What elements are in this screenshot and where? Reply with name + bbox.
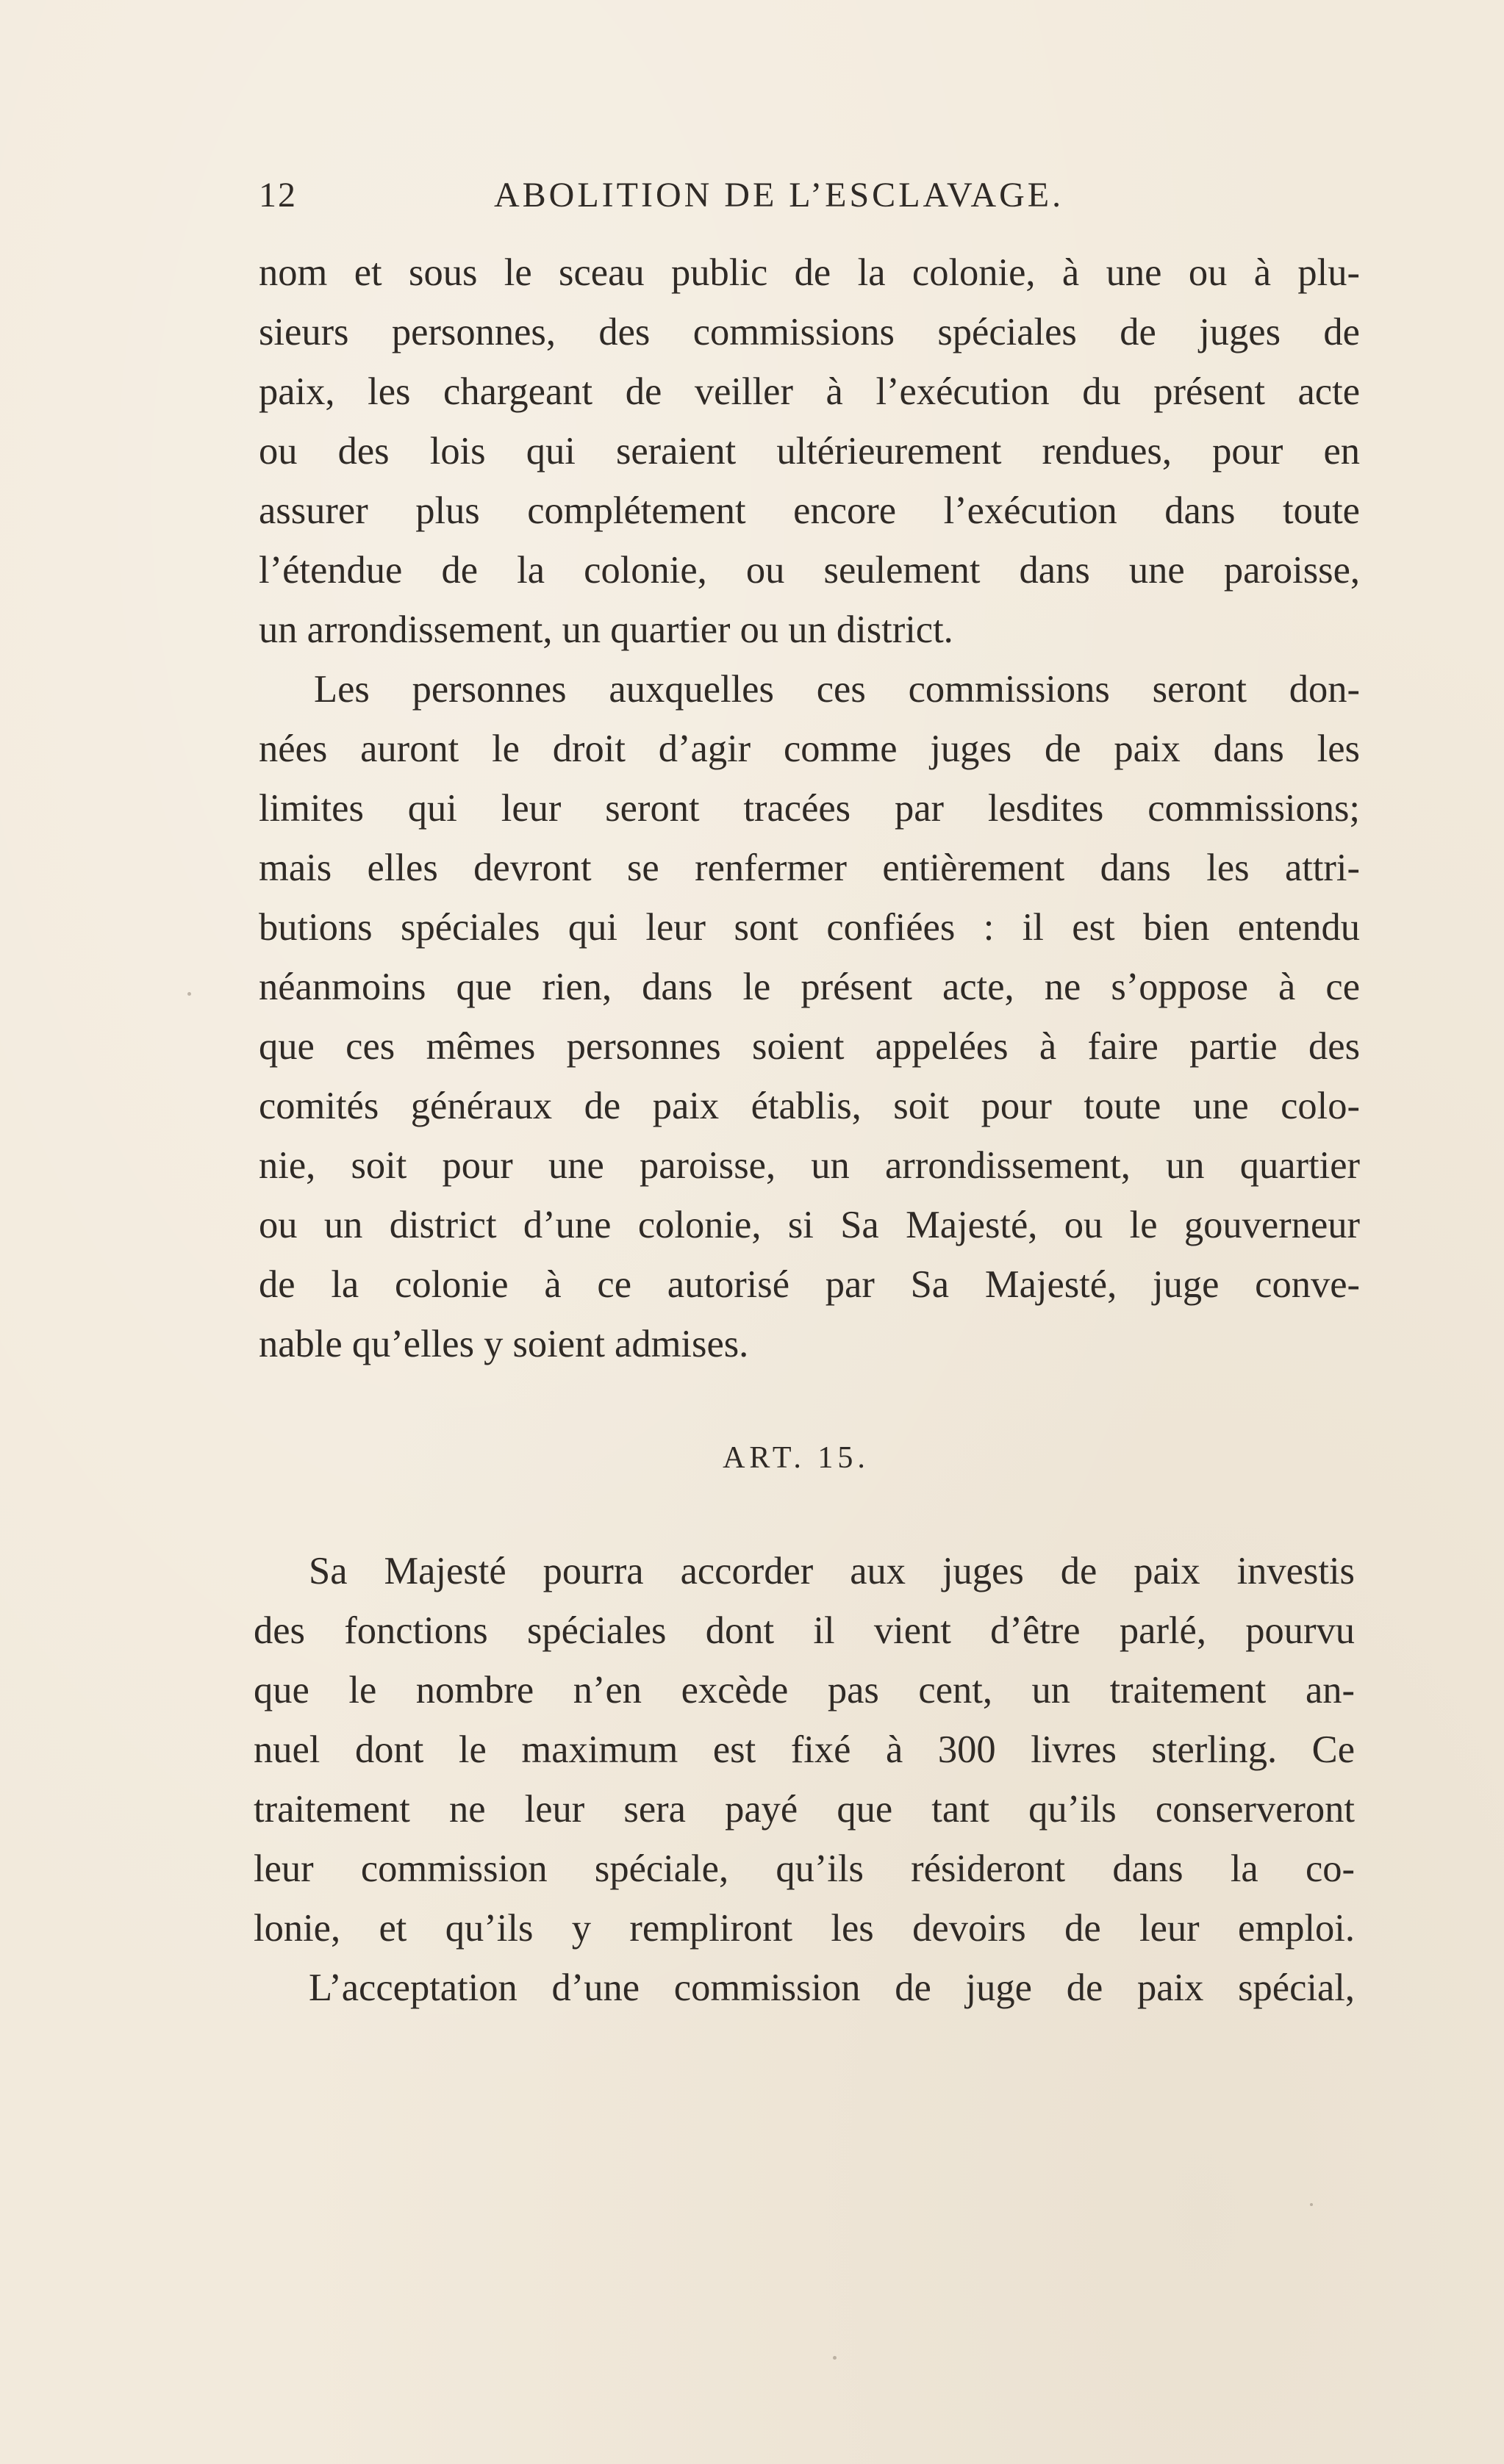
text-line: butions spéciales qui leur sont confiées : il est bien entendu [259,906,1360,949]
text-line: Sa Majesté pourra accorder aux juges de paix investis [309,1550,1355,1592]
text-line: ou un district d’une colonie, si Sa Majesté, ou le gouverneur [259,1204,1360,1246]
text-line: un arrondissement, un quartier ou un district. [259,608,953,651]
paragraph-1 [259,243,1360,660]
text-line: que le nombre n’en excède pas cent, un traitement an- [254,1669,1355,1711]
text-line: que ces mêmes personnes soient appelées à faire partie des [259,1025,1360,1068]
article-heading: ART. 15. [723,1441,870,1475]
paper-speck [187,992,191,996]
text-line: l’étendue de la colonie, ou seulement dans une paroisse, [259,549,1360,592]
text-line: lonie, et qu’ils y rempliront les devoirs de leur emploi. [254,1907,1355,1950]
running-head [259,175,1141,226]
text-line: Les personnes auxquelles ces commissions seront don- [314,668,1360,711]
text-line: nie, soit pour une paroisse, un arrondissement, un quartier [259,1144,1360,1187]
paper-speck [1310,2203,1313,2206]
text-line: de la colonie à ce autorisé par Sa Majesté, juge conve- [259,1263,1360,1306]
running-title: ABOLITION DE L’ESCLAVAGE. [494,176,1064,215]
text-line: L’acceptation d’une commission de juge de paix spécial, [309,1966,1355,2009]
text-line: paix, les chargeant de veiller à l’exécution du présent acte [259,370,1360,413]
text-line: ou des lois qui seraient ultérieurement rendues, pour en [259,430,1360,473]
text-line: nées auront le droit d’agir comme juges de paix dans les [259,728,1360,770]
text-line: comités généraux de paix établis, soit pour toute une colo- [259,1085,1360,1127]
paragraph-3 [254,1542,1355,2018]
text-line: assurer plus complétement encore l’exécution dans toute [259,489,1360,532]
paper-speck [833,2356,837,2360]
text-line: mais elles devront se renfermer entièrement dans les attri- [259,847,1360,889]
text-line: sieurs personnes, des commissions spéciales de juges de [259,311,1360,353]
paragraph-2 [259,660,1360,1374]
text-line: leur commission spéciale, qu’ils résideront dans la co- [254,1847,1355,1890]
text-line: néanmoins que rien, dans le présent acte, ne s’oppose à ce [259,966,1360,1008]
text-line: nuel dont le maximum est fixé à 300 livres sterling. Ce [254,1728,1355,1771]
page-number: 12 [259,176,297,215]
text-line: limites qui leur seront tracées par lesdites commissions; [259,787,1360,830]
text-line: traitement ne leur sera payé que tant qu’ils conserveront [254,1788,1355,1831]
text-line: des fonctions spéciales dont il vient d’être parlé, pourvu [254,1609,1355,1652]
text-line: nable qu’elles y soient admises. [259,1323,749,1365]
text-line: nom et sous le sceau public de la colonie, à une ou à plu- [259,251,1360,294]
